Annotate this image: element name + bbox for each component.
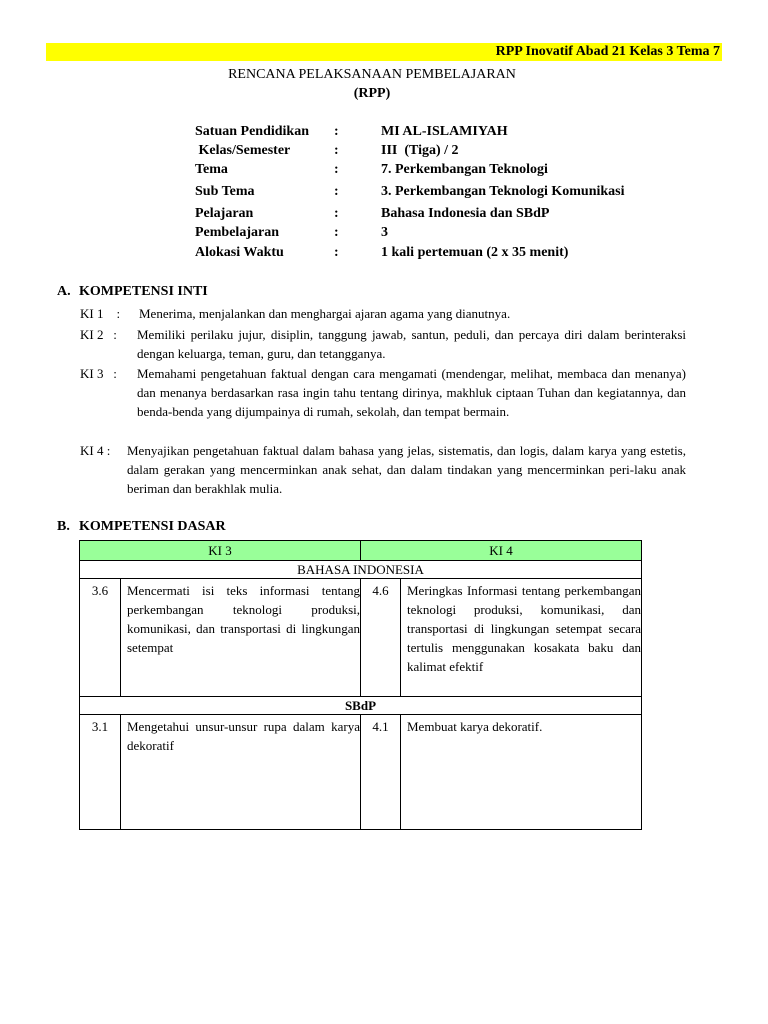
ki-item <box>80 304 686 323</box>
identity-value: 3 <box>381 225 388 240</box>
table-header-row <box>80 541 642 561</box>
banner-text: RPP Inovatif Abad 21 Kelas 3 Tema 7 <box>495 44 720 59</box>
kd-text: Membuat karya dekoratif. <box>401 715 642 830</box>
section-letter: A. <box>57 284 71 299</box>
identity-label: Kelas/Semester <box>195 143 291 158</box>
table-row <box>80 579 642 697</box>
section-letter: B. <box>57 519 70 534</box>
identity-label: Sub Tema <box>195 184 255 199</box>
table-subject-row <box>80 697 642 715</box>
identity-colon: : <box>334 143 339 158</box>
identity-value: 7. Perkembangan Teknologi <box>381 162 548 177</box>
identity-label: Tema <box>195 162 228 177</box>
identity-row <box>195 122 755 142</box>
kd-text: Mencermati isi teks informasi tentang perkembangan teknologi produksi, komunikasi, dan transportasi di lingkungan setempat <box>121 579 361 697</box>
identity-row <box>195 160 755 180</box>
subject-sbdp: SBdP <box>80 697 642 715</box>
identity-colon: : <box>334 245 339 260</box>
identity-label: Alokasi Waktu <box>195 245 284 260</box>
identity-colon: : <box>334 206 339 221</box>
ki-label: KI 1 : <box>80 306 121 321</box>
kd-text: Meringkas Informasi tentang perkembangan teknologi produksi, komunikasi, dan transportasi di lingkungan setempat secara tertulis menggunakan kosakata baku dan kalimat efektif <box>401 579 642 697</box>
identity-colon: : <box>334 184 339 199</box>
table-header-ki4: KI 4 <box>361 541 642 561</box>
ki-text: Memiliki perilaku jujur, disiplin, tanggung jawab, santun, peduli, dan percaya diri dalam berinteraksi dengan keluarga, teman, guru, dan tetangganya. <box>137 327 686 361</box>
identity-colon: : <box>334 225 339 240</box>
identity-value: 3. Perkembangan Teknologi Komunikasi <box>381 184 625 199</box>
identity-label: Pembelajaran <box>195 225 279 240</box>
identity-row <box>195 223 755 243</box>
table-subject-row <box>80 561 642 579</box>
kd-number: 3.6 <box>80 579 121 697</box>
table-row <box>80 715 642 830</box>
identity-value: MI AL-ISLAMIYAH <box>381 124 508 139</box>
identity-value: Bahasa Indonesia dan SBdP <box>381 206 550 221</box>
identity-row <box>195 141 755 161</box>
ki-item <box>80 364 686 440</box>
ki-text: Memahami pengetahuan faktual dengan cara mengamati (mendengar, melihat, membaca dan menanya) dan menanya berdasarkan rasa ingin tahu tentang dirinya, makhluk ciptaan Tuhan dan kegiatannya, dan benda-benda yang dijumpainya di rumah, sekolah, dan tempat bermain. <box>137 366 686 419</box>
ki-text: Menyajikan pengetahuan faktual dalam bahasa yang jelas, sistematis, dan logis, dalam karya yang estetis, dalam gerakan yang mencerminkan anak sehat, dan dalam tindakan yang mencerminkan peri-laku anak beriman dan berakhlak mulia. <box>127 443 686 496</box>
ki-text: Menerima, menjalankan dan menghargai ajaran agama yang dianutnya. <box>139 306 511 321</box>
document-subtitle: (RPP) <box>353 86 391 101</box>
ki-label: KI 2 : <box>80 327 117 342</box>
identity-row <box>195 182 755 202</box>
identity-colon: : <box>334 124 339 139</box>
section-title: KOMPETENSI DASAR <box>79 519 226 534</box>
document-title: RENCANA PELAKSANAAN PEMBELAJARAN <box>228 67 516 82</box>
identity-value: III (Tiga) / 2 <box>381 143 459 158</box>
ki-item <box>80 325 686 363</box>
kd-number: 4.1 <box>361 715 401 830</box>
section-a-heading <box>57 283 208 301</box>
kd-number: 3.1 <box>80 715 121 830</box>
kd-text: Mengetahui unsur-unsur rupa dalam karya dekoratif <box>121 715 361 830</box>
section-b-heading <box>57 518 226 536</box>
identity-row <box>195 204 755 224</box>
ki-item <box>80 441 686 498</box>
ki-label: KI 4 : <box>80 443 111 458</box>
ki-label: KI 3 : <box>80 366 117 381</box>
identity-label: Satuan Pendidikan <box>195 124 309 139</box>
identity-row <box>195 243 755 263</box>
subject-bahasa-indonesia: BAHASA INDONESIA <box>80 561 642 579</box>
identity-colon: : <box>334 162 339 177</box>
kompetensi-dasar-table <box>79 540 642 830</box>
header-banner <box>46 43 722 61</box>
table-header-ki3: KI 3 <box>80 541 361 561</box>
section-title: KOMPETENSI INTI <box>79 284 208 299</box>
identity-value: 1 kali pertemuan (2 x 35 menit) <box>381 245 569 260</box>
identity-label: Pelajaran <box>195 206 254 221</box>
kd-number: 4.6 <box>361 579 401 697</box>
